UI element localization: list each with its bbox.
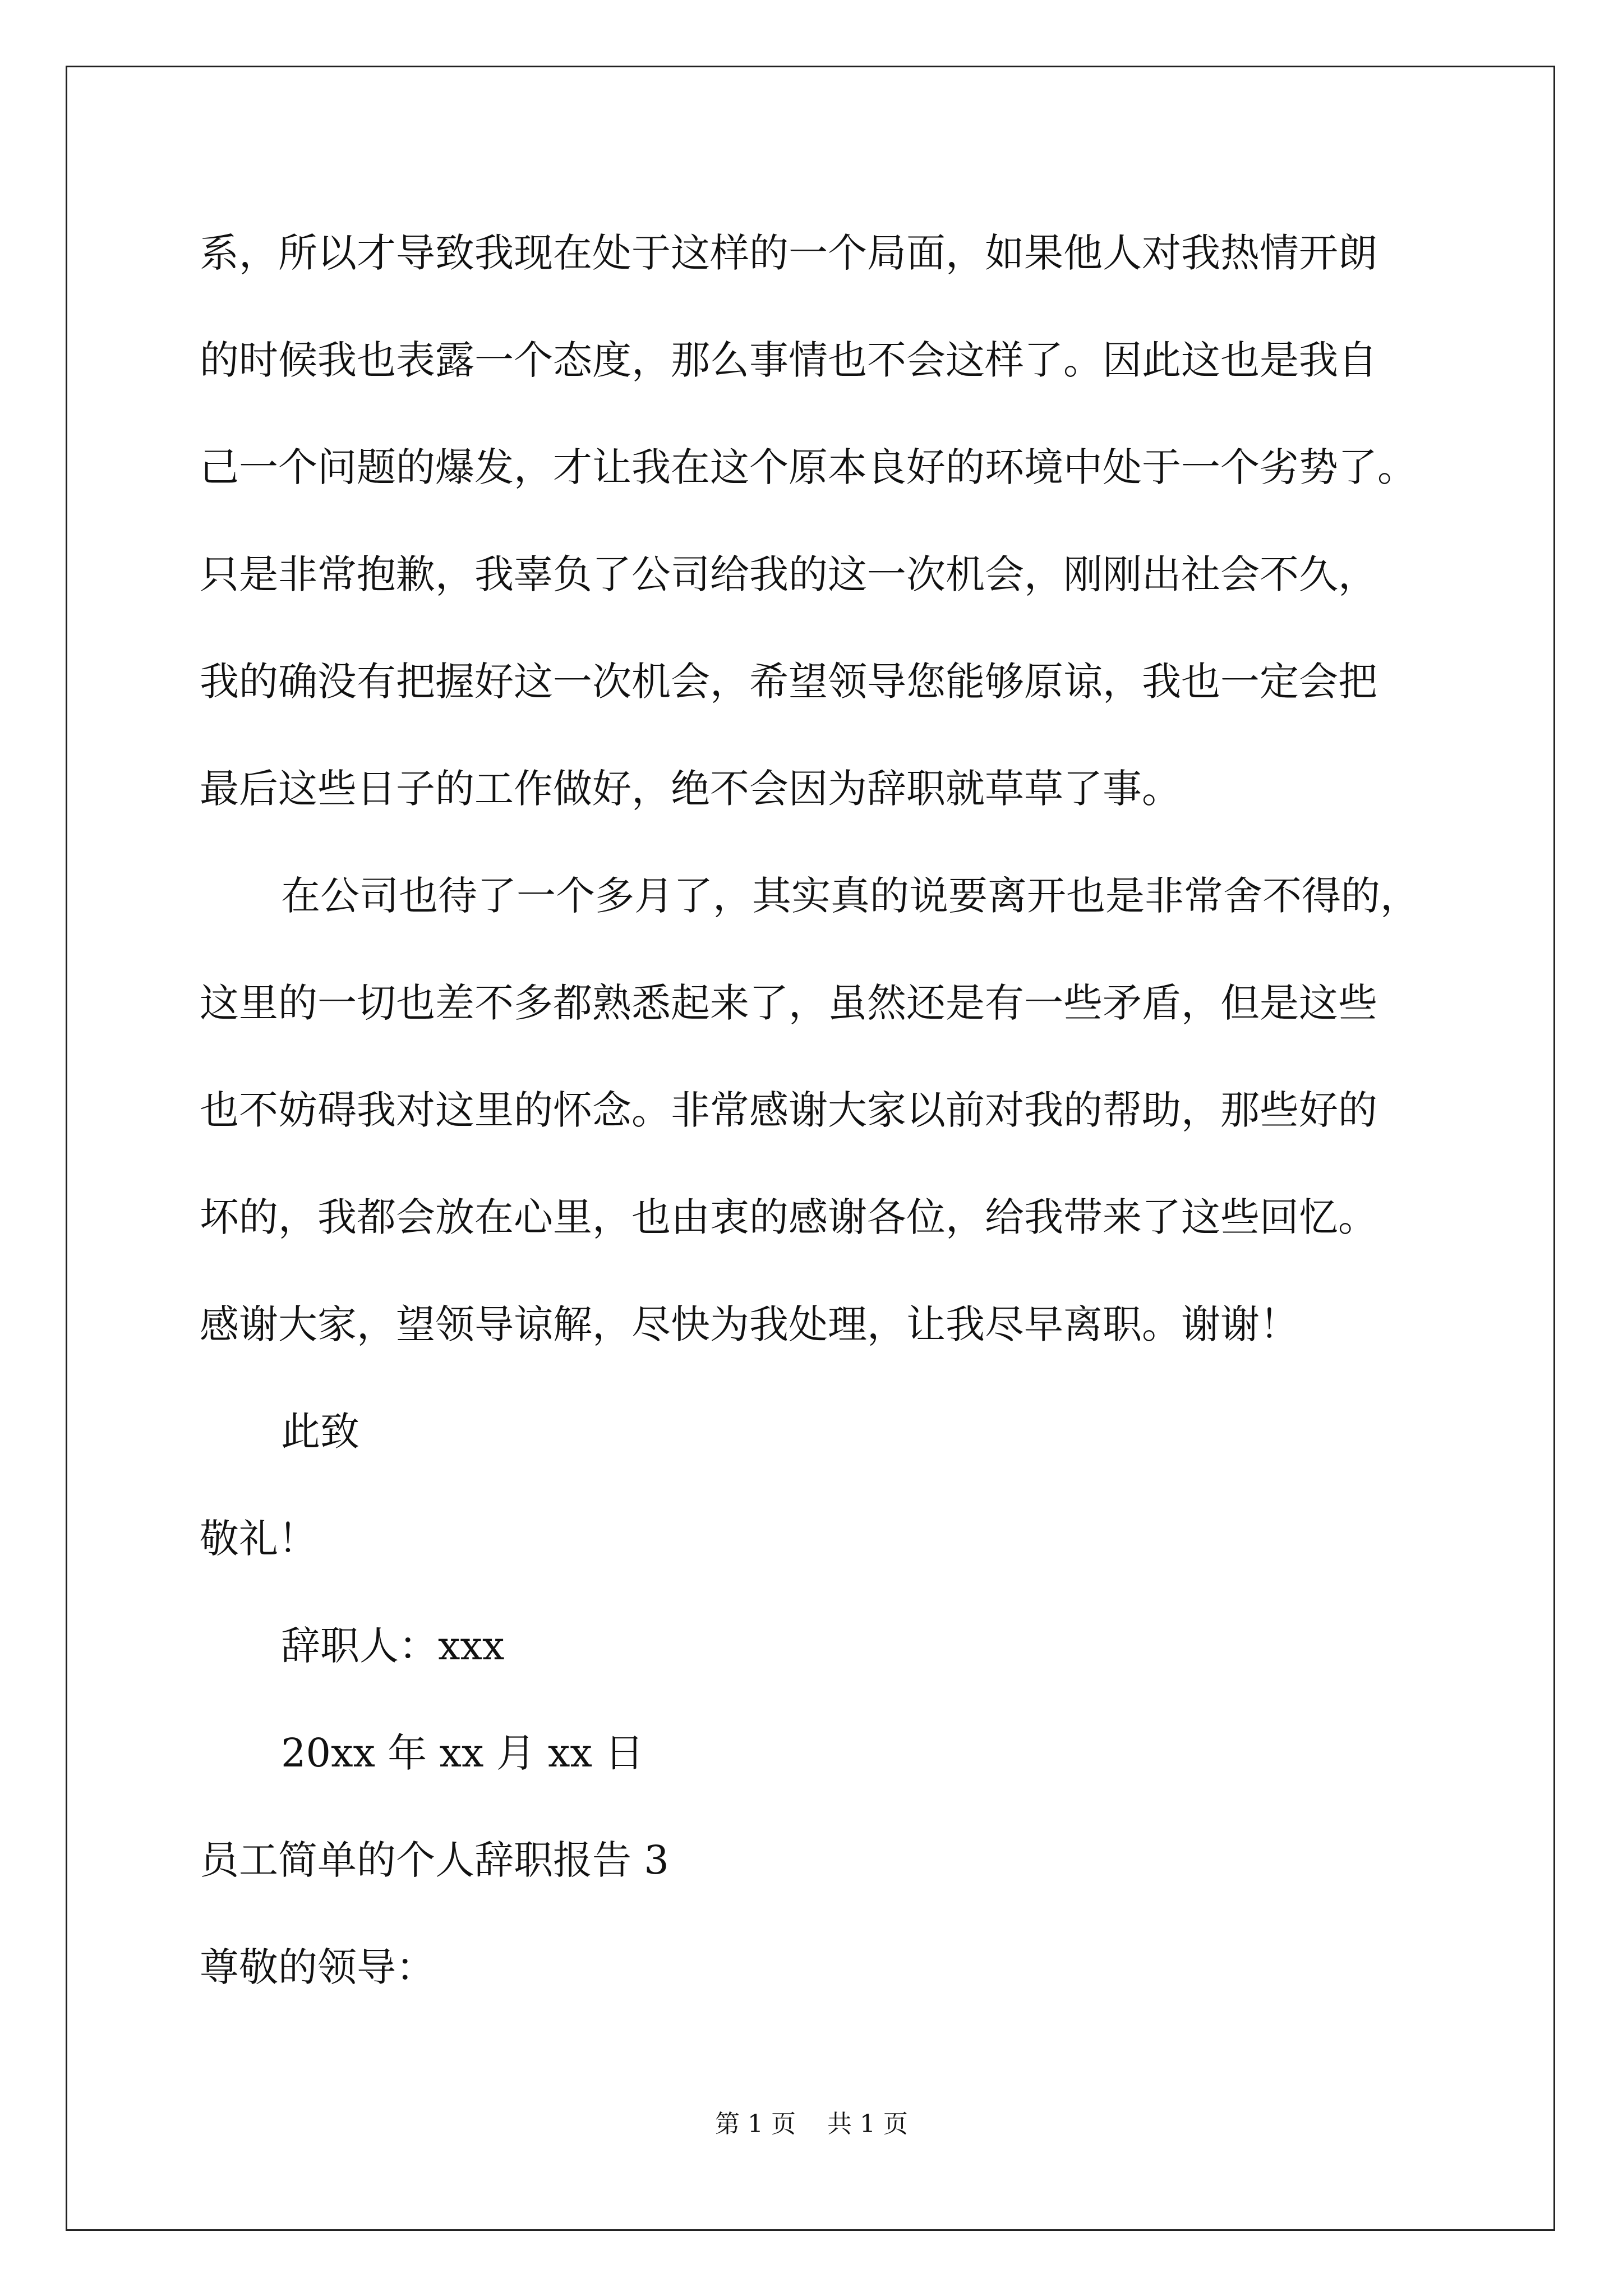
page-footer bbox=[0, 2112, 1623, 2137]
signature-line: 辞职人：xxx bbox=[281, 1623, 505, 1669]
paragraph-line: 最后这些日子的工作做好，绝不会因为辞职就草草了事。 bbox=[200, 766, 1181, 812]
paragraph-line: 这里的一切也差不多都熟悉起来了，虽然还是有一些矛盾，但是这些 bbox=[200, 980, 1377, 1026]
paragraph-line: 的时候我也表露一个态度，那么事情也不会这样了。因此这也是我自 bbox=[200, 337, 1377, 383]
paragraph-line: 坏的，我都会放在心里，也由衷的感谢各位，给我带来了这些回忆。 bbox=[200, 1194, 1377, 1240]
paragraph-line: 在公司也待了一个多月了，其实真的说要离开也是非常舍不得的， bbox=[281, 873, 1419, 919]
paragraph-line: 系，所以才导致我现在处于这样的一个局面，如果他人对我热情开朗 bbox=[200, 230, 1377, 276]
paragraph-line: 感谢大家，望领导谅解，尽快为我处理，让我尽早离职。谢谢！ bbox=[200, 1301, 1299, 1347]
paragraph-line: 己一个问题的爆发，才让我在这个原本良好的环境中处于一个劣势了。 bbox=[200, 444, 1417, 490]
date-line: 20xx 年 xx 月 xx 日 bbox=[281, 1730, 644, 1776]
closing-regards: 敬礼！ bbox=[200, 1516, 317, 1562]
page-border bbox=[66, 66, 1555, 2231]
paragraph-line: 也不妨碍我对这里的怀念。非常感谢大家以前对我的帮助，那些好的 bbox=[200, 1087, 1377, 1133]
closing-salutation: 此致 bbox=[281, 1409, 359, 1455]
paragraph-line: 我的确没有把握好这一次机会，希望领导您能够原谅，我也一定会把 bbox=[200, 659, 1377, 705]
page-number: 第 1 页 共 1 页 bbox=[715, 2110, 908, 2138]
section-title: 员工简单的个人辞职报告 3 bbox=[200, 1837, 669, 1883]
greeting-line: 尊敬的领导： bbox=[200, 1944, 435, 1990]
paragraph-line: 只是非常抱歉，我辜负了公司给我的这一次机会，刚刚出社会不久， bbox=[200, 551, 1377, 597]
